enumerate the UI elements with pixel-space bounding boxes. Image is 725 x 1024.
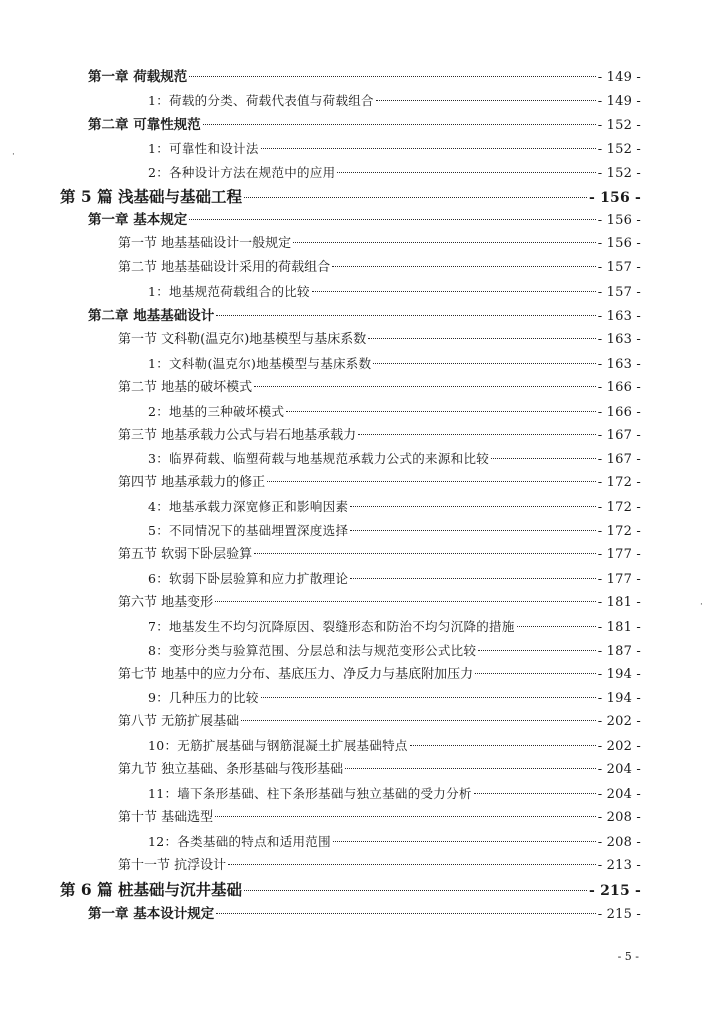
dot-leader <box>261 697 596 698</box>
dot-leader <box>293 242 596 243</box>
toc-entry-title: 9：几种压力的比较 <box>148 690 259 706</box>
toc-entry-page: - 157 - <box>597 260 641 276</box>
dot-leader <box>337 172 595 173</box>
toc-entry-title: 12：各类基础的特点和适用范围 <box>148 833 331 849</box>
toc-entry-title: 第七节 地基中的应力分布、基底压力、净反力与基底附加压力 <box>118 666 474 682</box>
toc-entry-item[interactable] <box>148 353 641 375</box>
dot-leader <box>478 650 595 651</box>
toc-entry-item[interactable] <box>148 281 641 303</box>
toc-entry-item[interactable] <box>148 735 641 757</box>
dot-leader <box>254 553 596 554</box>
toc-entry-title: 第二节 地基的破坏模式 <box>118 379 253 395</box>
dot-leader <box>203 124 596 125</box>
toc-entry-chap[interactable] <box>88 305 641 327</box>
toc-entry-chap[interactable] <box>88 903 641 925</box>
toc-entry-item[interactable] <box>148 448 641 470</box>
toc-entry-title: 3：临界荷载、临塑荷载与地基规范承载力公式的来源和比较 <box>148 451 490 467</box>
toc-entry-page: - 204 - <box>597 787 641 802</box>
dot-leader <box>189 76 596 77</box>
toc-entry-chap[interactable] <box>88 66 641 88</box>
toc-entry-item[interactable] <box>148 568 641 590</box>
toc-entry-title: 1：文科勒(温克尔)地基模型与基床系数 <box>148 355 372 371</box>
toc-entry-title: 1：可靠性和设计法 <box>148 140 259 156</box>
toc-entry-sec[interactable] <box>118 377 641 399</box>
dot-leader <box>333 841 596 842</box>
toc-entry-title: 1：地基规范荷载组合的比较 <box>148 284 310 300</box>
toc-entry-sec[interactable] <box>118 544 641 566</box>
toc-entry-page: - 208 - <box>597 809 641 825</box>
dot-leader <box>241 720 596 721</box>
toc-entry-item[interactable] <box>148 831 641 853</box>
dot-leader <box>350 578 595 579</box>
toc-entry-page: - 149 - <box>597 70 641 85</box>
dot-leader <box>267 481 596 482</box>
dot-leader <box>244 890 587 891</box>
toc-entry-sec[interactable] <box>118 855 641 877</box>
dot-leader <box>517 626 596 627</box>
toc-entry-page: - 156 - <box>597 213 641 229</box>
toc-entry-item[interactable] <box>148 520 641 542</box>
toc-entry-page: - 152 - <box>597 141 641 157</box>
toc-entry-title: 第一章 基本设计规定 <box>88 905 215 922</box>
toc-entry-part[interactable] <box>60 186 641 208</box>
toc-entry-page: - 167 - <box>597 452 641 468</box>
toc-entry-title: 6：软弱下卧层验算和应力扩散理论 <box>148 570 349 586</box>
toc-entry-title: 第五节 软弱下卧层验算 <box>118 547 253 562</box>
toc-entry-title: 第九节 独立基础、条形基础与筏形基础 <box>118 762 344 778</box>
toc-entry-page: - 166 - <box>597 379 641 395</box>
toc-entry-page: - 152 - <box>597 117 641 133</box>
toc-entry-page: - 204 - <box>597 762 641 778</box>
page-number: - 5 - <box>617 950 639 963</box>
dot-leader <box>332 266 596 267</box>
dot-leader <box>373 363 595 364</box>
toc-entry-title: 5：不同情况下的基础埋置深度选择 <box>148 523 349 539</box>
toc-entry-item[interactable] <box>148 401 641 423</box>
dot-leader <box>286 411 595 412</box>
toc-entry-title: 1：荷载的分类、荷载代表值与荷载组合 <box>148 92 374 108</box>
toc-entry-title: 7：地基发生不均匀沉降原因、裂缝形态和防治不均匀沉降的措施 <box>148 618 515 634</box>
toc-entry-item[interactable] <box>148 783 641 805</box>
toc-entry-title: 11：墙下条形基础、柱下条形基础与独立基础的受力分析 <box>148 786 472 801</box>
toc-entry-page: - 202 - <box>597 714 641 730</box>
toc-entry-title: 第六节 地基变形 <box>118 594 214 610</box>
toc-entry-sec[interactable] <box>118 807 641 829</box>
toc-entry-chap[interactable] <box>88 209 641 231</box>
toc-entry-title: 4：地基承载力深宽修正和影响因素 <box>148 499 349 515</box>
toc-entry-item[interactable] <box>148 90 641 112</box>
toc-entry-sec[interactable] <box>118 711 641 733</box>
toc-entry-title: 第一节 地基基础设计一般规定 <box>118 236 292 252</box>
toc-entry-sec[interactable] <box>118 664 641 686</box>
dot-leader <box>358 434 596 435</box>
toc-entry-page: - 163 - <box>597 331 641 347</box>
toc-entry-title: 2：各种设计方法在规范中的应用 <box>148 164 336 180</box>
toc-entry-page: - 215 - <box>597 906 641 922</box>
toc-entry-page: - 149 - <box>597 93 641 109</box>
scan-mark: · <box>700 600 703 610</box>
toc-entry-item[interactable] <box>148 687 641 709</box>
dot-leader <box>312 291 596 292</box>
dot-leader <box>474 793 596 794</box>
toc-entry-part[interactable] <box>60 879 641 901</box>
toc-entry-item[interactable] <box>148 616 641 638</box>
dot-leader <box>244 197 587 198</box>
toc-entry-title: 第 5 篇 浅基础与基础工程 <box>60 186 242 206</box>
toc-entry-page: - 177 - <box>597 547 641 562</box>
scan-mark: · <box>12 150 15 160</box>
toc-entry-title: 第二章 地基基础设计 <box>88 308 215 324</box>
dot-leader <box>491 458 596 459</box>
toc-entry-page: - 215 - <box>589 882 641 899</box>
toc-entry-page: - 194 - <box>597 691 641 707</box>
toc-entry-title: 第一章 基本规定 <box>88 212 188 229</box>
toc-entry-page: - 181 - <box>597 619 641 635</box>
toc-entry-page: - 166 - <box>597 404 641 420</box>
toc-entry-page: - 172 - <box>597 500 641 516</box>
toc-entry-sec[interactable] <box>118 257 641 279</box>
toc-entry-page: - 156 - <box>597 236 641 252</box>
toc-entry-page: - 172 - <box>597 475 641 491</box>
dot-leader <box>189 219 596 220</box>
toc-entry-title: 10：无筋扩展基础与钢筋混凝土扩展基础特点 <box>148 738 408 754</box>
toc-entry-title: 第一节 文科勒(温克尔)地基模型与基床系数 <box>118 331 367 347</box>
toc-entry-sec[interactable] <box>118 329 641 351</box>
dot-leader <box>228 864 596 865</box>
toc-entry-page: - 177 - <box>597 571 641 587</box>
toc-entry-page: - 152 - <box>597 165 641 181</box>
toc-entry-sec[interactable] <box>118 472 641 494</box>
dot-leader <box>350 506 595 507</box>
toc-entry-title: 8：变形分类与验算范围、分层总和法与规范变形公式比较 <box>148 642 477 658</box>
toc-entry-title: 2：地基的三种破坏模式 <box>148 403 285 419</box>
toc-entry-sec[interactable] <box>118 425 641 447</box>
toc-entry-title: 第二节 地基基础设计采用的荷载组合 <box>118 260 331 276</box>
toc-entry-item[interactable] <box>148 162 641 184</box>
dot-leader <box>410 745 596 746</box>
toc-entry-item[interactable] <box>148 496 641 518</box>
toc-entry-sec[interactable] <box>118 759 641 781</box>
toc-entry-title: 第十一节 抗浮设计 <box>118 857 227 873</box>
toc-entry-title: 第 6 篇 桩基础与沉井基础 <box>60 879 242 899</box>
dot-leader <box>215 601 596 602</box>
toc-entry-item[interactable] <box>148 640 641 662</box>
dot-leader <box>475 673 596 674</box>
dot-leader <box>350 530 595 531</box>
toc-entry-page: - 172 - <box>597 524 641 540</box>
toc-entry-sec[interactable] <box>118 592 641 614</box>
toc-entry-chap[interactable] <box>88 114 641 136</box>
toc-entry-page: - 208 - <box>597 834 641 850</box>
toc-entry-title: 第十节 基础选型 <box>118 809 214 825</box>
toc-entry-page: - 156 - <box>589 189 641 206</box>
dot-leader <box>376 100 596 101</box>
toc-entry-page: - 163 - <box>597 309 641 324</box>
dot-leader <box>368 338 595 339</box>
toc-entry-page: - 213 - <box>597 857 641 873</box>
toc-entry-item[interactable] <box>148 138 641 160</box>
toc-entry-sec[interactable] <box>118 233 641 255</box>
toc-entry-title: 第二章 可靠性规范 <box>88 116 201 133</box>
dot-leader <box>216 913 596 914</box>
dot-leader <box>216 315 596 316</box>
dot-leader <box>215 816 596 817</box>
toc-entry-page: - 157 - <box>597 285 641 301</box>
toc-entry-title: 第四节 地基承载力的修正 <box>118 475 266 491</box>
dot-leader <box>345 768 596 769</box>
toc-entry-title: 第一章 荷载规范 <box>88 69 188 85</box>
toc-entry-page: - 194 - <box>597 666 641 682</box>
toc-entry-page: - 202 - <box>597 739 641 755</box>
toc-entry-page: - 181 - <box>597 594 641 610</box>
dot-leader <box>261 148 596 149</box>
toc-entry-title: 第三节 地基承载力公式与岩石地基承载力 <box>118 427 357 443</box>
toc-entry-page: - 163 - <box>597 356 641 372</box>
toc-entry-title: 第八节 无筋扩展基础 <box>118 714 240 730</box>
toc-entry-page: - 187 - <box>597 643 641 659</box>
toc-entry-page: - 167 - <box>597 427 641 443</box>
dot-leader <box>254 386 596 387</box>
